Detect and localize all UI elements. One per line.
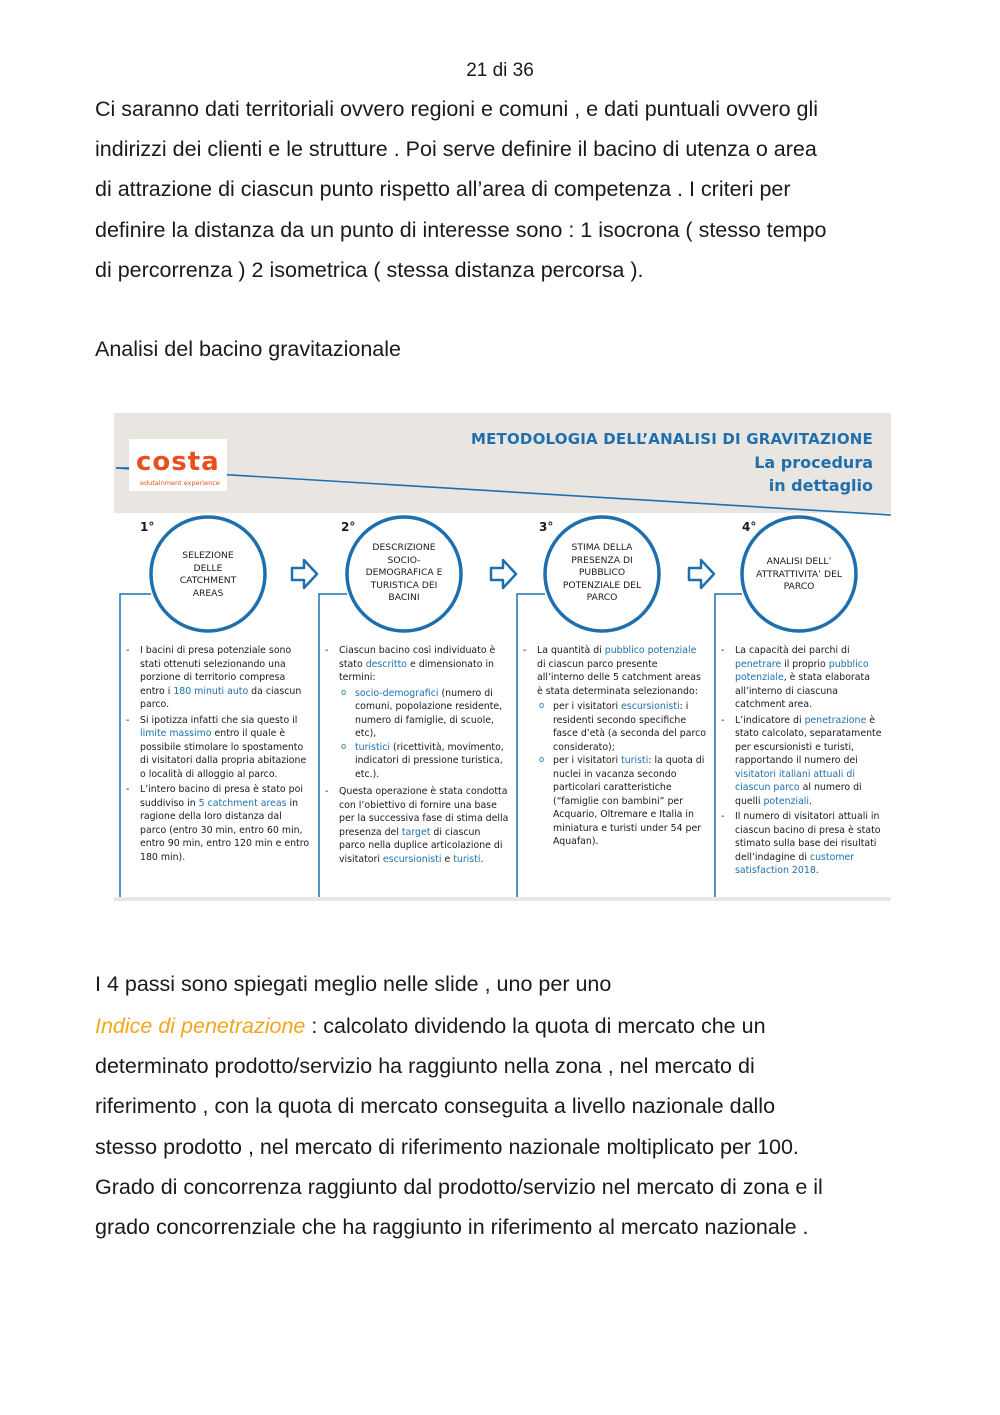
arrow-right-icon <box>292 560 317 588</box>
intro-line: di attrazione di ciascun punto rispetto all’area di competenza . I criteri per <box>95 177 791 202</box>
step-description-2 <box>329 644 509 868</box>
steps-note: I 4 passi sono spiegati meglio nelle slide , uno per uno <box>95 972 612 996</box>
step-title: ANALISI DELL’ ATTRATTIVITA’ DEL PARCO <box>756 556 843 592</box>
sub-bullet: o per i visitatori turisti: la quota di nuclei in vacanza secondo particolari caratteristiche (“famiglie con bambini” per Acquario, Oltremare e Italia in miniatura e turisti under 54 per Aquafan). <box>527 754 707 849</box>
bullet: - Questa operazione è stata condotta con l’obiettivo di fornire una base per la successiva fase di stima della presenza del target di ciascun parco nella duplice articolazione di visitatori escursionisti e turisti. <box>329 785 509 866</box>
arrow-right-icon <box>689 560 714 588</box>
arrow-right-icon <box>491 560 516 588</box>
bullet: - L’intero bacino di presa è stato poi suddiviso in 5 catchment areas in ragione della loro distanza dal parco (entro 30 min, entro 60 min, entro 90 min, entro 120 min e entro 180 min). <box>130 783 310 864</box>
step-description-1 <box>130 644 310 866</box>
slide-subtitle-line: La procedura <box>754 453 873 472</box>
bullet: - I bacini di presa potenziale sono stati ottenuti selezionando una porzione di territorio compresa entro i 180 minuti auto da ciascun parco. <box>130 644 310 712</box>
methodology-slide <box>114 413 891 901</box>
slide-title-line: METODOLOGIA DELL’ANALISI DI GRAVITAZIONE <box>470 430 873 448</box>
intro-paragraph <box>95 89 915 290</box>
intro-line: definire la distanza da un punto di interesse sono : 1 isocrona ( stesso tempo <box>95 217 827 242</box>
bullet: - La quantità di pubblico potenziale di ciascun parco presente all’interno delle 5 catchment areas è stata determinata selezionando: <box>527 644 707 698</box>
bullet: - L’indicatore di penetrazione è stato calcolato, separatamente per escursionisti e turisti, rapportando il numero dei visitatori italiani attuali di ciascun parco al numero di quelli potenziali. <box>725 714 887 809</box>
sub-bullet: o per i visitatori escursionisti: i residenti secondo specifiche fasce d’età (a seconda del parco considerato); <box>527 700 707 754</box>
step-number: 4° <box>742 520 757 534</box>
step-description-4 <box>725 644 887 880</box>
definition-paragraph <box>95 1006 915 1247</box>
slide-bottom-edge <box>114 897 891 901</box>
intro-line: Ci saranno dati territoriali ovvero regioni e comuni , e dati puntuali ovvero gli <box>95 97 819 121</box>
costa-logo: costa <box>136 447 220 477</box>
section-heading: Analisi del bacino gravitazionale <box>95 337 401 361</box>
slide-title <box>471 428 873 497</box>
definition-line: Grado di concorrenza raggiunto dal prodotto/servizio nel mercato di zona e il <box>95 1174 823 1199</box>
step-number: 1° <box>140 520 155 534</box>
step-number: 2° <box>341 520 356 534</box>
step-title: DESCRIZIONE SOCIO-DEMOGRAFICA E TURISTICA DEI BACINI <box>365 542 443 603</box>
bullet: - La capacità dei parchi di penetrare il proprio pubblico potenziale, è stata elaborata all’interno di ciascuna catchment area. <box>725 644 887 712</box>
step-title: STIMA DELLA PRESENZA DI PUBBLICO POTENZIALE DEL PARCO <box>562 542 642 603</box>
definition-line: riferimento , con la quota di mercato conseguita a livello nazionale dallo <box>95 1094 776 1119</box>
logo-tagline: edutainment experience <box>140 479 220 487</box>
page-number: 21 di 36 <box>466 60 534 81</box>
step-description-3 <box>527 644 707 849</box>
intro-line: di percorrenza ) 2 isometrica ( stessa distanza percorsa ). <box>95 257 644 282</box>
definition-line: grado concorrenziale che ha raggiunto in riferimento al mercato nazionale . <box>95 1215 809 1240</box>
step-number: 3° <box>539 520 554 534</box>
highlighted-term: Indice di penetrazione <box>95 1014 306 1038</box>
intro-line: indirizzi dei clienti e le strutture . Poi serve definire il bacino di utenza o area <box>95 137 817 162</box>
sub-bullet: o socio-demografici (numero di comuni, popolazione residente, numero di famiglie, di scuole, etc), <box>329 687 509 741</box>
bullet: - Si ipotizza infatti che sia questo il limite massimo entro il quale è possibile stimolare lo spostamento di visitatori dalla propria abitazione o località di alloggio al parco. <box>130 714 310 782</box>
definition-line: determinato prodotto/servizio ha raggiunto nella zona , nel mercato di <box>95 1054 755 1079</box>
sub-bullet: o turistici (ricettività, movimento, indicatori di pressione turistica, etc.). <box>329 741 509 782</box>
slide-subtitle-line: in dettaglio <box>768 476 873 495</box>
definition-line: Indice di penetrazione : calcolato dividendo la quota di mercato che un <box>95 1014 766 1038</box>
bullet: - Ciascun bacino così individuato è stato descritto e dimensionato in termini: <box>329 644 509 685</box>
bullet: - Il numero di visitatori attuali in ciascun bacino di presa è stato stimato sulla base dei risultati dell’indagine di customer satisfaction 2018. <box>725 810 887 878</box>
definition-line: stesso prodotto , nel mercato di riferimento nazionale moltiplicato per 100. <box>95 1134 799 1159</box>
step-title: SELEZIONE DELLE CATCHMENT AREAS <box>179 550 237 599</box>
